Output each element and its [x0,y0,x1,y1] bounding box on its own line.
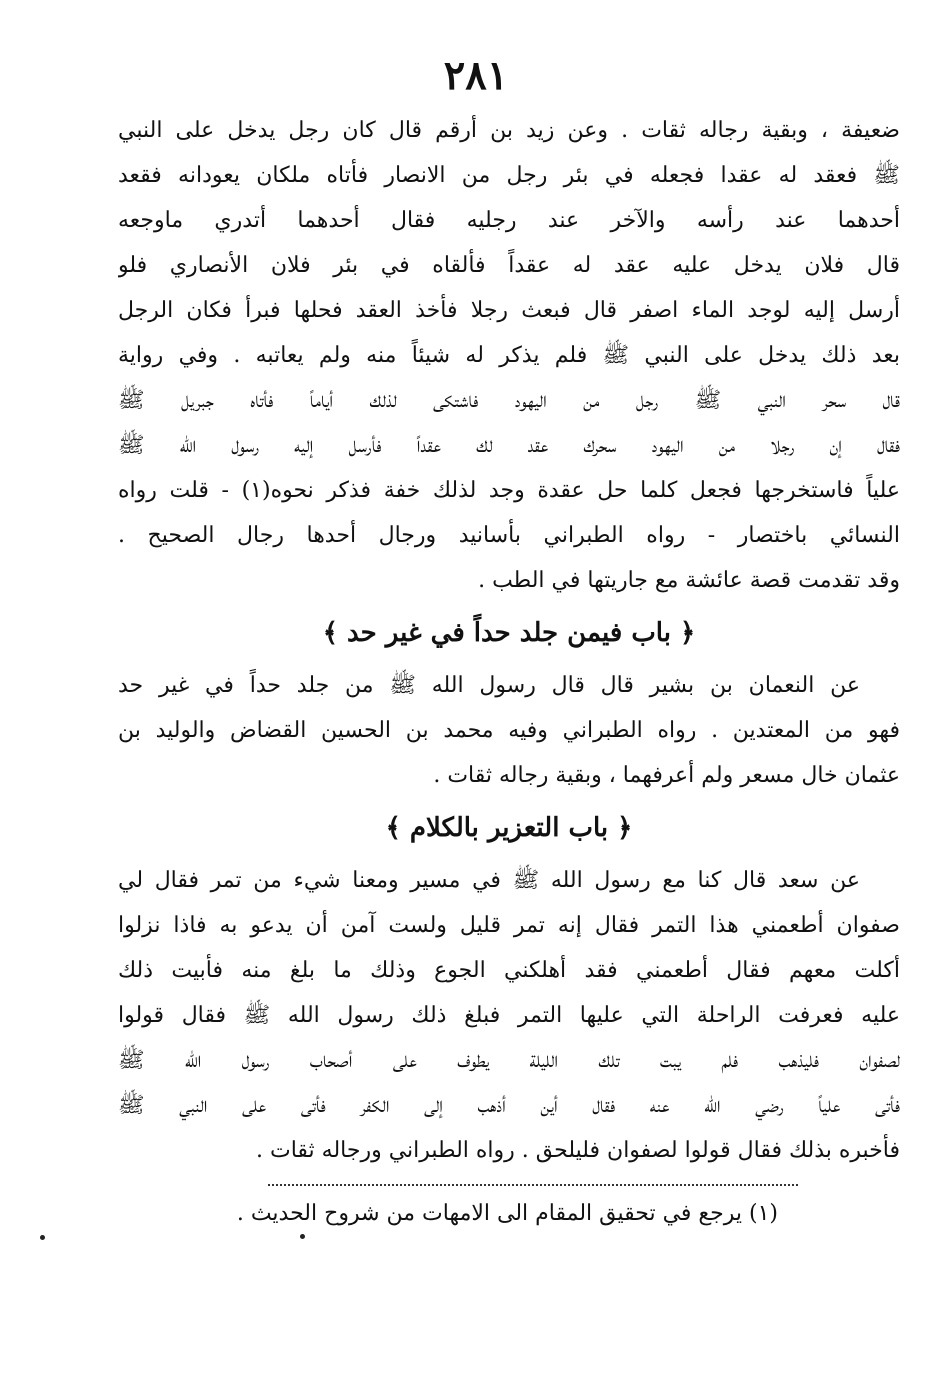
text-line: فهو من المعتدين . رواه الطبراني وفيه محمد بن الحسين القضاض والوليد بن [118,718,900,743]
text-line: فقال إن رجلا من اليهود سحرك عقد لك عقداً فأرسل إليه رسول الله ﷺ [118,433,900,458]
text-line: قال سحر النبي ﷺ رجل من اليهود فاشتكى لذلك أياماً فأتاه جبريل ﷺ [118,388,900,413]
text-line: أحدهما عند رأسه والآخر عند رجليه فقال أحدهما أتدري ماوجعه [118,208,900,233]
text-line: عن النعمان بن بشير قال قال رسول الله ﷺ من جلد حداً في غير حد [118,673,860,698]
text-line: عثمان خال مسعر ولم أعرفهما ، وبقية رجاله ثقات . [433,763,900,788]
text-line: النسائي باختصار - رواه الطبراني بأسانيد ورجال أحدها رجال الصحيح . [118,523,900,548]
text-line: ضعيفة ، وبقية رجاله ثقات . وعن زيد بن أرقم قال كان رجل يدخل على النبي [118,118,900,143]
text-line: أرسل إليه لوجد الماء اصفر قال فبعث رجلا فأخذ العقد فحلها فبرأ فكان الرجل [118,298,900,323]
chapter-heading: ﴿ باب فيمن جلد حداً في غير حد ﴾ [322,618,696,648]
page-body [118,108,900,1173]
text-line: فأخبره بذلك فقال قولوا لصفوان فليلحق . رواه الطبراني ورجاله ثقات . [256,1138,900,1163]
text-line: ﷺ فعقد له عقدا فجعله في بئر رجل من الانصار فأتاه ملكان يعودانه فقعد [118,163,900,188]
page-number: ٢٨١ [443,52,509,99]
print-speck [300,1234,305,1239]
text-line: فأتى علياً رضي الله عنه فقال أين أذهب إلى الكفر فأتى على النبي ﷺ [118,1093,900,1118]
text-line: أكلت معهم فقال أطعمني فقد أهلكني الجوع وذلك ما بلغ منه فأبيت ذلك [118,958,900,983]
footnote-divider [268,1184,798,1186]
chapter-heading: ﴿ باب التعزير بالكلام ﴾ [385,813,633,843]
text-line: لصفوان فليذهب فلم يبت تلك الليلة يطوف على أصحاب رسول الله ﷺ [118,1048,900,1073]
text-line: بعد ذلك يدخل على النبي ﷺ فلم يذكر له شيئاً منه ولم يعاتبه . وفي رواية [118,343,900,368]
text-line: قال فلان يدخل عليه عقد له عقداً فألقاه في بئر فلان الأنصاري فلو [118,253,900,278]
text-line: عليه فعرفت الراحلة التي عليها التمر فبلغ ذلك رسول الله ﷺ فقال قولوا [118,1003,900,1028]
text-line: علياً فاستخرجها فجعل كلما حل عقدة وجد لذلك خفة فذكر نحوه(١) - قلت رواه [118,478,900,503]
text-line: وقد تقدمت قصة عائشة مع جاريتها في الطب . [478,568,900,593]
text-line: صفوان أطعمني هذا التمر فقال إنه تمر قليل ولست آمن أن يدعو به فاذا نزلوا [118,913,900,938]
print-speck [40,1235,45,1240]
text-line: عن سعد قال كنا مع رسول الله ﷺ في مسير ومعنا شيء من تمر فقال لي [118,868,860,893]
footnote: (١) يرجع في تحقيق المقام الى الامهات من شروح الحديث . [236,1201,778,1226]
